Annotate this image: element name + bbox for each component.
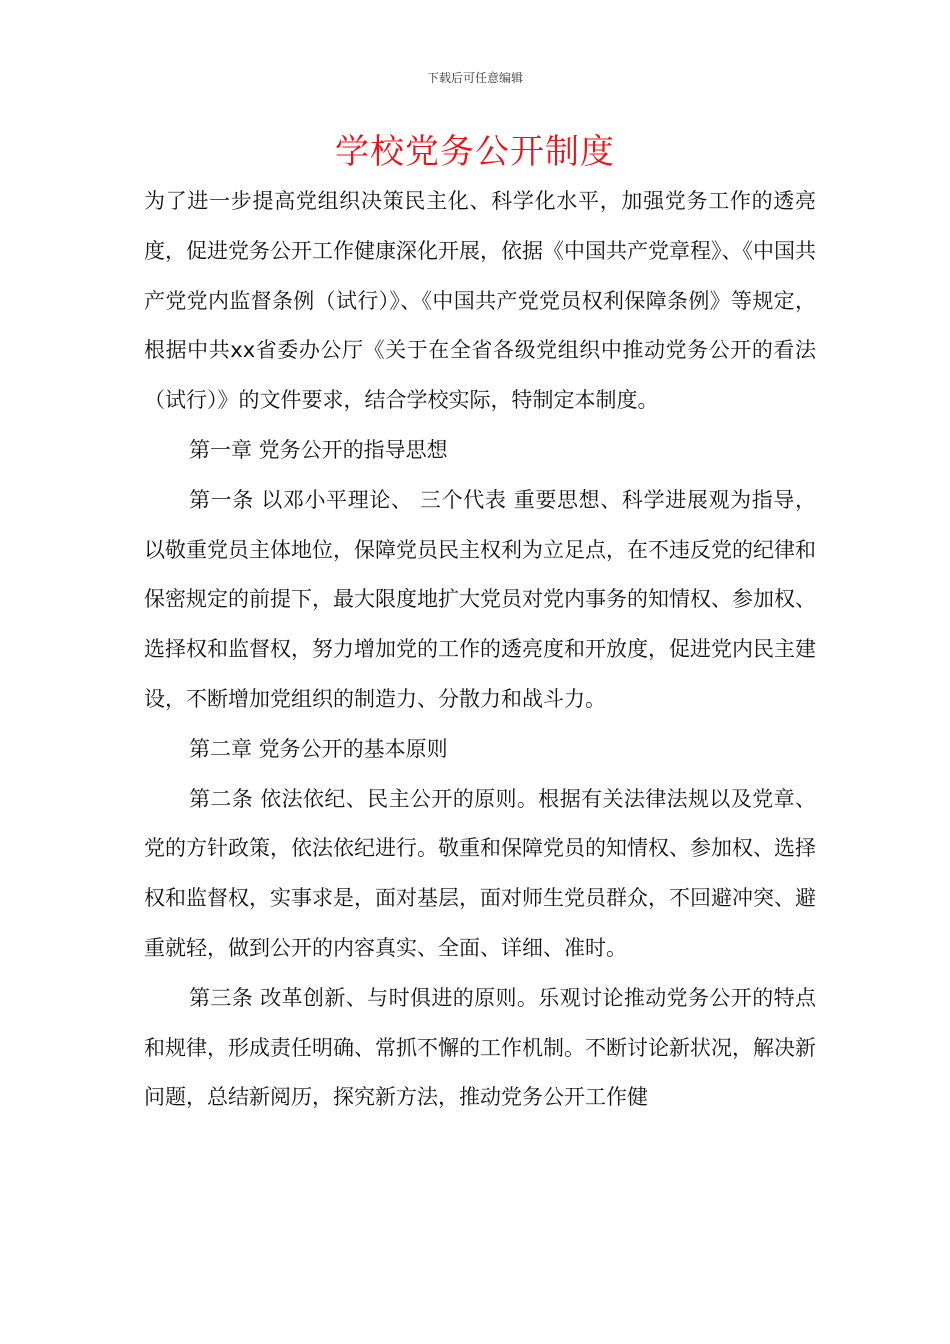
- document-title: 学校党务公开制度: [335, 132, 615, 172]
- article-1-paragraph: 第一条 以邓小平理论、 三个代表 重要思想、科学进展观为指导，以敬重党员主体地位，保障党员民主权利为立足点，在不违反党的纪律和保密规定的前提下，最大限度地扩大党员对党内事务的知情权、参加权、选择权和监督权，努力增加党的工作的透亮度和开放度，促进党内民主建设，不断增加党组织的制造力、分散力和战斗力。: [144, 487, 816, 711]
- chapter-2-heading: 第二章 党务公开的基本原则: [189, 736, 448, 761]
- article-2-paragraph: 第二条 依法依纪、民主公开的原则。根据有关法律法规以及党章、党的方针政策，依法依纪进行。敬重和保障党员的知情权、参加权、选择权和监督权，实事求是，面对基层，面对师生党员群众，不回避冲突、避重就轻，做到公开的内容真实、全面、详细、准时。: [144, 786, 816, 960]
- chapter-1-heading: 第一章 党务公开的指导思想: [189, 437, 448, 462]
- document-body: [144, 177, 816, 1123]
- intro-paragraph: 为了进一步提高党组织决策民主化、科学化水平，加强党务工作的透亮度，促进党务公开工作健康深化开展，依据《中国共产党章程》、《中国共产党党内监督条例（试行）》、《中国共产党党员权利保障条例》等规定，根据中共xx省委办公厅《关于在全省各级党组织中推动党务公开的看法（试行）》的文件要求，结合学校实际，特制定本制度。: [144, 189, 816, 413]
- article-3-paragraph: 第三条 改革创新、与时俱进的原则。乐观讨论推动党务公开的特点和规律，形成责任明确、常抓不懈的工作机制。不断讨论新状况，解决新问题，总结新阅历，探究新方法，推动党务公开工作健: [144, 985, 816, 1110]
- header-note: 下载后可任意编辑: [426, 71, 523, 85]
